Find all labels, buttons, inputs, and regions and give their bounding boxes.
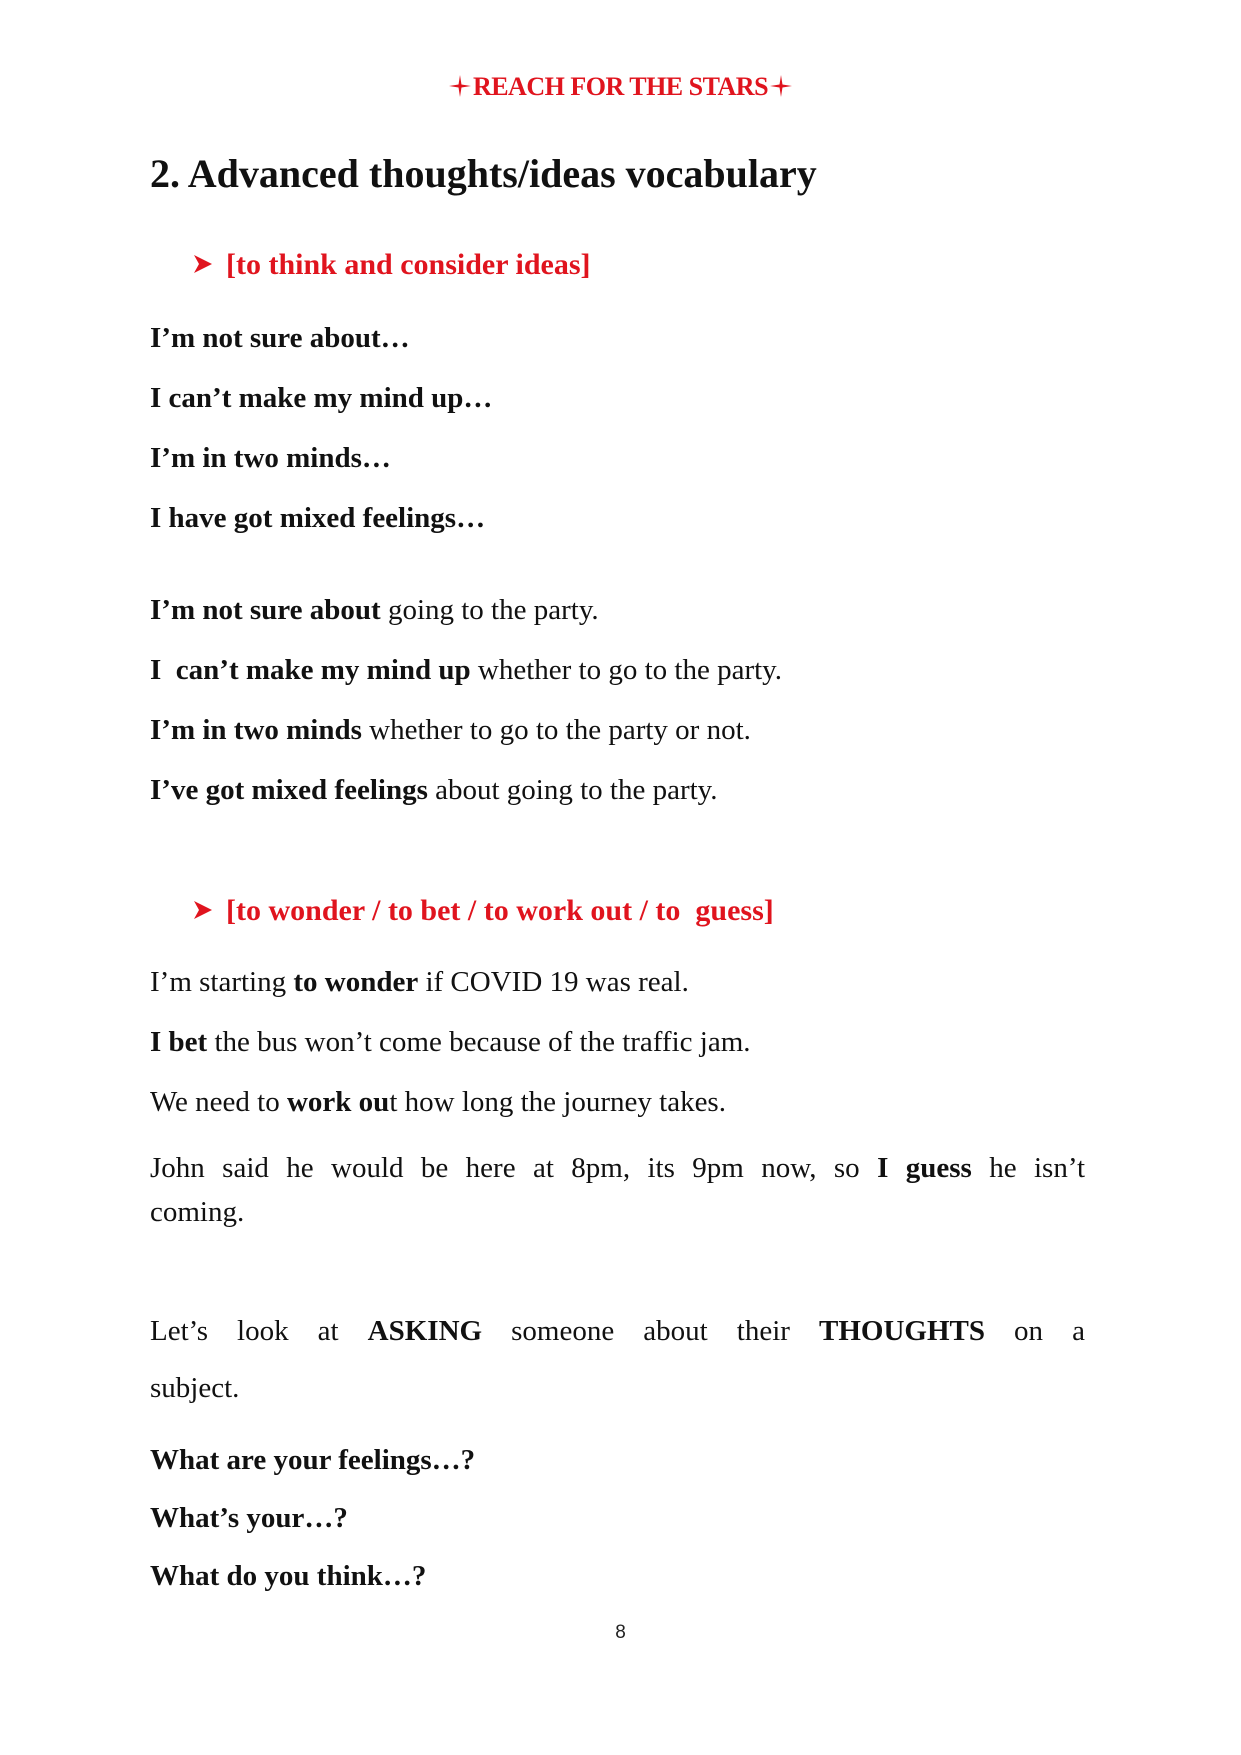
intro-text: Let’s look at (150, 1315, 368, 1347)
asking-intro-continuation: subject. (150, 1372, 240, 1404)
example-continuation: coming. (150, 1196, 245, 1228)
example-rest: going to the party. (380, 594, 599, 626)
intro-text: someone about their (482, 1315, 819, 1347)
example-sentence-justified (150, 1148, 1085, 1188)
example-text: if COVID 19 was real. (418, 966, 689, 998)
question-item: What’s your…? (150, 1502, 348, 1534)
example-key-phrase: I’m in two minds (150, 714, 362, 746)
page-number: 8 (615, 1622, 626, 1643)
section-heading-think (192, 248, 591, 282)
example-text: t how long the journey takes. (389, 1086, 726, 1118)
intro-text: on a (984, 1315, 1085, 1347)
example-sentence (150, 962, 689, 1002)
example-sentence (150, 770, 718, 810)
intro-key-word: THOUGHTS (818, 1315, 985, 1347)
question-item: What do you think…? (150, 1560, 427, 1592)
header-text: REACH FOR THE STARS (472, 72, 769, 101)
arrow-bullet-icon (192, 899, 214, 921)
example-key-phrase: to wonder (293, 966, 419, 998)
example-text: John said he would be here at 8pm, its 9pm now, so (150, 1152, 878, 1184)
section-heading-text: [to wonder / to bet / to work out / to guess] (226, 894, 774, 927)
star-icon (770, 75, 792, 97)
asking-intro (150, 1311, 1085, 1351)
header-banner (0, 72, 1241, 102)
example-rest: whether to go to the party or not. (361, 714, 751, 746)
example-key-phrase: I bet (150, 1026, 208, 1058)
phrase-item: I’m not sure about… (150, 322, 410, 354)
example-key-phrase: work ou (286, 1086, 390, 1118)
example-key-phrase: I guess (877, 1152, 972, 1184)
example-text: I’m starting (150, 966, 294, 998)
example-text: We need to (150, 1086, 287, 1118)
example-text: he isn’t (971, 1152, 1086, 1184)
example-rest: whether to go to the party. (470, 654, 783, 686)
arrow-bullet-icon (192, 253, 214, 275)
example-sentence (150, 650, 782, 690)
example-text: the bus won’t come because of the traffic jam. (207, 1026, 751, 1058)
example-key-phrase: I’ve got mixed feelings (150, 774, 428, 806)
page-title: 2. Advanced thoughts/ideas vocabulary (150, 151, 817, 196)
section-heading-text: [to think and consider ideas] (226, 248, 591, 281)
example-sentence (150, 590, 599, 630)
intro-key-word: ASKING (367, 1315, 483, 1347)
example-rest: about going to the party. (427, 774, 718, 806)
phrase-item: I can’t make my mind up… (150, 382, 493, 414)
section-heading-wonder (192, 894, 774, 928)
example-sentence (150, 1082, 726, 1122)
example-sentence (150, 710, 751, 750)
example-sentence (150, 1022, 751, 1062)
example-key-phrase: I can’t make my mind up (150, 654, 471, 686)
star-icon (449, 75, 471, 97)
example-key-phrase: I’m not sure about (150, 594, 381, 626)
question-item: What are your feelings…? (150, 1444, 476, 1476)
phrase-item: I’m in two minds… (150, 442, 391, 474)
phrase-item: I have got mixed feelings… (150, 502, 486, 534)
